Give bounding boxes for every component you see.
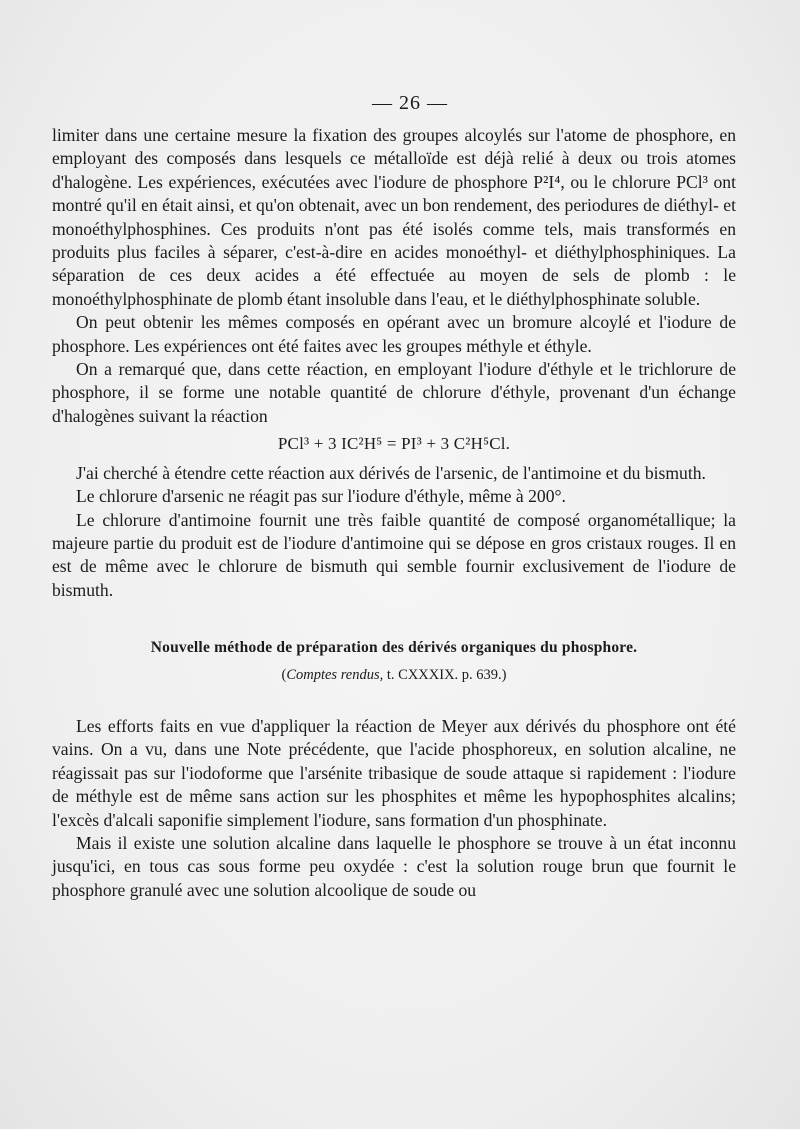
paragraph-3: On a remarqué que, dans cette réaction, en employant l'iodure d'éthyle et le trichlorure de phosphore, il se forme une notable quantité de chlorure d'éthyle, provenant d'un échange d'halogènes suivant la réaction — [52, 359, 736, 426]
citation-ref: t. CXXXIX. p. 639.) — [386, 666, 507, 683]
paragraph-5: Le chlorure d'arsenic ne réagit pas sur l'iodure d'éthyle, même à 200°. — [76, 486, 566, 507]
page-number: — 26 — — [372, 92, 448, 114]
paragraph-8: Mais il existe une solution alcaline dans laquelle le phosphore se trouve à un état inconnu jusqu'ici, en tous cas sous forme peu oxydée : c'est la solution rouge brun que fournit le phosphore granulé avec une solution alcoolique de soude ou — [52, 832, 736, 900]
citation-open: ( — [281, 666, 287, 683]
paragraph-1: limiter dans une certaine mesure la fixation des groupes alcoylés sur l'atome de phosphore, en employant des composés dans lesquels ce métalloïde est déjà relié à deux ou trois atomes d'halogène. Les expériences, exécutées avec l'iodure de phosphore P²I⁴, ou le chlorure PCl³ ont montré qu'il en était ainsi, et qu'on obtenait, avec un bon rendement, des periodures de diéthyl- et monoéthylphosphines. Ces produits n'ont pas été isolés comme tels, mais transformés en produits plus faciles à séparer, c'est-à-dire en acides monoéthyl- et diéthylphosphiniques. La séparation de ces deux acides a été effectuée au moyen de sels de plomb : le monoéthylphosphinate de plomb étant insoluble dans l'eau, et le diéthylphosphinate soluble. — [52, 125, 736, 309]
paragraph-4: J'ai cherché à étendre cette réaction aux dérivés de l'arsenic, de l'antimoine et du bismuth. — [76, 462, 706, 483]
section-title: Nouvelle méthode de préparation des dérivés organiques du phosphore. — [150, 639, 638, 657]
paragraph-6: Le chlorure d'antimoine fournit une très faible quantité de composé organométallique; la majeure partie du produit est de l'iodure d'antimoine qui se dépose en gros cristaux rouges. Il en est de même avec le chlorure de bismuth qui semble fournir exclusivement de l'iodure de bismuth. — [52, 509, 736, 600]
section-citation — [52, 664, 736, 687]
citation-source: Comptes rendus, — [286, 666, 384, 683]
paragraph-7: Les efforts faits en vue d'appliquer la réaction de Meyer aux dérivés du phosphore ont été vains. On a vu, dans une Note précédente, que l'acide phosphoreux, en solution alcaline, ne réagissait pas sur l'iodoforme que l'arsénite tribasique de soude attaque si rapidement : l'iodure de méthyle est de même sans action sur les phosphites et même les hypophosphites alcalins; l'excès d'alcali saponifie simplement l'iodure, sans formation d'un phosphinate. — [52, 715, 736, 830]
body-text — [52, 124, 736, 902]
reaction-equation: PCl³ + 3 IC²H⁵ = PI³ + 3 C²H⁵Cl. — [277, 434, 511, 454]
paragraph-2: On peut obtenir les mêmes composés en opérant avec un bromure alcoylé et l'iodure de phosphore. Les expériences ont été faites avec les groupes méthyle et éthyle. — [52, 312, 736, 356]
